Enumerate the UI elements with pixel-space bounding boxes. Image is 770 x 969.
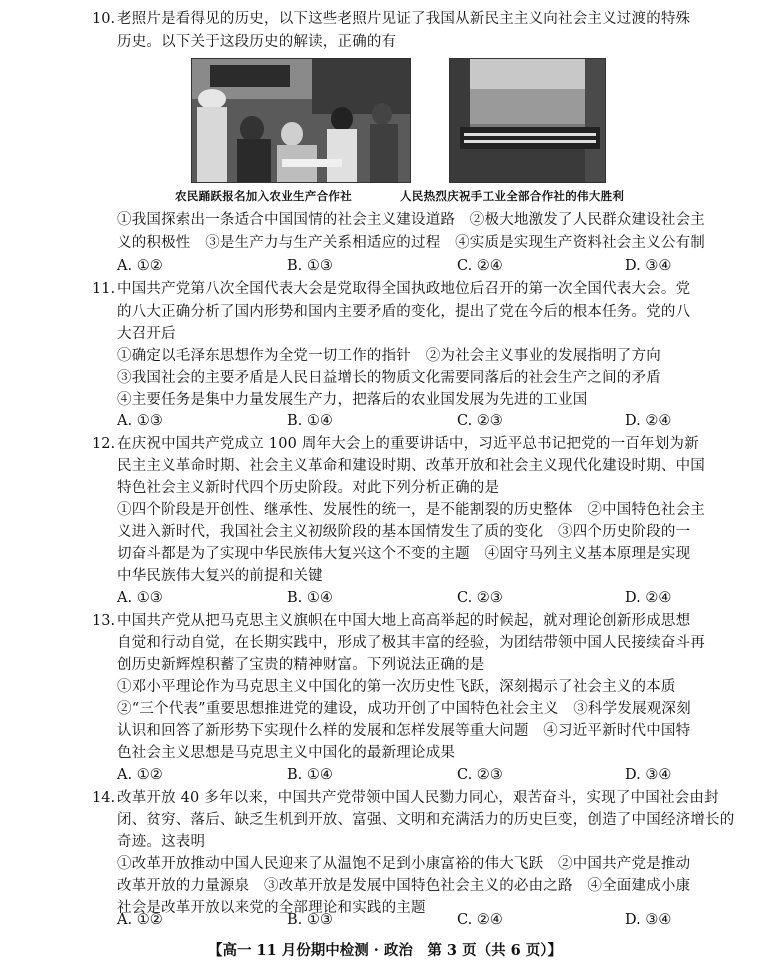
q10-stem-line-1: 老照片是看得见的历史，以下这些老照片见证了我国从新民主主义向社会主义过渡的特殊 bbox=[117, 11, 691, 27]
q13-stem-line-1: 中国共产党从把马克思主义旗帜在中国大地上高高举起的时候起，就对理论创新形成思想 bbox=[117, 613, 691, 629]
q11-options bbox=[117, 410, 697, 432]
q14-option-b[interactable]: B. ①③ bbox=[287, 912, 333, 928]
q13-option-c[interactable]: C. ②③ bbox=[457, 767, 503, 783]
photo-farmers-cooperative bbox=[191, 58, 411, 183]
q12-option-c[interactable]: C. ②③ bbox=[457, 590, 503, 606]
q13-stem-line-2: 自觉和行动自觉，在长期实践中，形成了极其丰富的经验，为团结带领中国人民接续奋斗再 bbox=[117, 635, 705, 651]
photo-handicraft-celebration-image bbox=[450, 59, 605, 182]
photo-handicraft-celebration bbox=[449, 58, 606, 183]
q13-body-line-4: 色社会主义思想是马克思主义中国化的最新理论成果 bbox=[117, 745, 456, 761]
q10-option-b[interactable]: B. ①③ bbox=[287, 258, 333, 274]
q13-options bbox=[117, 764, 697, 786]
q11-option-c[interactable]: C. ②③ bbox=[457, 413, 503, 429]
q10-body-line-2: 义的积极性 ③是生产力与生产关系相适应的过程 ④实质是实现生产资料社会主义公有制 bbox=[117, 235, 705, 251]
q14-option-c[interactable]: C. ②④ bbox=[457, 912, 503, 928]
q14-body-line-3: 社会是改革开放以来党的全部理论和实践的主题 bbox=[117, 900, 426, 916]
q11-stem-line-2: 的八大正确分析了国内形势和国内主要矛盾的变化，提出了党在今后的根本任务。党的八 bbox=[117, 304, 691, 320]
q11-stem-line-1: 中国共产党第八次全国代表大会是党取得全国执政地位后召开的第一次全国代表大会。党 bbox=[117, 281, 691, 297]
q13-stem-line-3: 创历史新辉煌积蓄了宝贵的精神财富。下列说法正确的是 bbox=[117, 657, 485, 673]
q10-stem-line-2: 历史。以下关于这段历史的解读，正确的有 bbox=[117, 34, 397, 50]
q13-number: 13. bbox=[92, 613, 116, 629]
q13-option-d[interactable]: D. ③④ bbox=[625, 767, 672, 783]
q14-number: 14. bbox=[92, 790, 116, 806]
q11-number: 11. bbox=[92, 281, 116, 297]
q13-option-a[interactable]: A. ①② bbox=[117, 767, 163, 783]
q10-number: 10. bbox=[92, 11, 116, 27]
q13-option-b[interactable]: B. ①④ bbox=[287, 767, 333, 783]
q11-option-a[interactable]: A. ①③ bbox=[117, 413, 163, 429]
q12-body-line-2: 义进入新时代，我国社会主义初级阶段的基本国情发生了质的变化 ③四个历史阶段的一 bbox=[117, 524, 691, 540]
q12-number: 12. bbox=[92, 436, 116, 452]
q14-option-a[interactable]: A. ①② bbox=[117, 912, 163, 928]
q10-option-a[interactable]: A. ①② bbox=[117, 258, 163, 274]
caption-left: 农民踊跃报名加入农业生产合作社 bbox=[175, 189, 352, 203]
q12-body-line-4: 中华民族伟大复兴的前提和关键 bbox=[117, 568, 323, 584]
q14-body-line-2: 改革开放的力量源泉 ③改革开放是发展中国特色社会主义的必由之路 ④全面建成小康 bbox=[117, 878, 691, 894]
q12-body-line-3: 切奋斗都是为了实现中华民族伟大复兴这个不变的主题 ④固守马列主义基本原理是实现 bbox=[117, 546, 691, 562]
q12-option-b[interactable]: B. ①④ bbox=[287, 590, 333, 606]
q14-stem-line-3: 奇迹。这表明 bbox=[117, 834, 206, 850]
q10-option-d[interactable]: D. ③④ bbox=[625, 258, 672, 274]
q11-stem-line-3: 大召开后 bbox=[117, 326, 176, 342]
q11-option-d[interactable]: D. ②④ bbox=[625, 413, 672, 429]
q14-stem-line-2: 闭、贫穷、落后、缺乏生机到开放、富强、文明和充满活力的历史巨变，创造了中国经济增长的 bbox=[117, 812, 735, 828]
q13-body-line-2: ②“三个代表”重要思想推进党的建设，成功开创了中国特色社会主义 ③科学发展观深刻 bbox=[117, 701, 691, 717]
caption-right: 人民热烈庆祝手工业全部合作社的伟大胜利 bbox=[400, 189, 625, 203]
q11-option-b[interactable]: B. ①④ bbox=[287, 413, 333, 429]
q10-body-line-1: ①我国探索出一条适合中国国情的社会主义建设道路 ②极大地激发了人民群众建设社会主 bbox=[117, 212, 705, 228]
q11-body-line-3: ④主要任务是集中力量发展生产力，把落后的农业国发展为先进的工业国 bbox=[117, 392, 588, 408]
q13-body-line-1: ①邓小平理论作为马克思主义中国化的第一次历史性飞跃，深刻揭示了社会主义的本质 bbox=[117, 679, 676, 695]
q14-option-d[interactable]: D. ③④ bbox=[625, 912, 672, 928]
page-footer: 【高一 11 月份期中检测 · 政治 第 3 页（共 6 页）】 bbox=[207, 942, 563, 959]
q14-body-line-1: ①改革开放推动中国人民迎来了从温饱不足到小康富裕的伟大飞跃 ②中国共产党是推动 bbox=[117, 856, 691, 872]
q13-body-line-3: 认识和回答了新形势下实现什么样的发展和怎样发展等重大问题 ④习近平新时代中国特 bbox=[117, 723, 691, 739]
q12-body-line-1: ①四个阶段是开创性、继承性、发展性的统一，是不能割裂的历史整体 ②中国特色社会主 bbox=[117, 502, 705, 518]
q14-options bbox=[117, 909, 697, 931]
photo-farmers-cooperative-image bbox=[192, 59, 410, 182]
q12-option-d[interactable]: D. ②④ bbox=[625, 590, 672, 606]
q10-option-c[interactable]: C. ②④ bbox=[457, 258, 503, 274]
q10-options bbox=[117, 255, 697, 277]
q12-option-a[interactable]: A. ①③ bbox=[117, 590, 163, 606]
q12-stem-line-2: 民主主义革命时期、社会主义革命和建设时期、改革开放和社会主义现代化建设时期、中国 bbox=[117, 458, 705, 474]
q11-body-line-2: ③我国社会的主要矛盾是人民日益增长的物质文化需要同落后的社会生产之间的矛盾 bbox=[117, 370, 661, 386]
q12-stem-line-3: 特色社会主义新时代四个历史阶段。对此下列分析正确的是 bbox=[117, 480, 500, 496]
q12-options bbox=[117, 587, 697, 609]
q11-body-line-1: ①确定以毛泽东思想作为全党一切工作的指针 ②为社会主义事业的发展指明了方向 bbox=[117, 348, 661, 364]
q14-stem-line-1: 改革开放 40 多年以来，中国共产党带领中国人民勠力同心，艰苦奋斗，实现了中国社会由封 bbox=[117, 790, 719, 806]
q12-stem-line-1: 在庆祝中国共产党成立 100 周年大会上的重要讲话中，习近平总书记把党的一百年划为新 bbox=[117, 436, 699, 452]
